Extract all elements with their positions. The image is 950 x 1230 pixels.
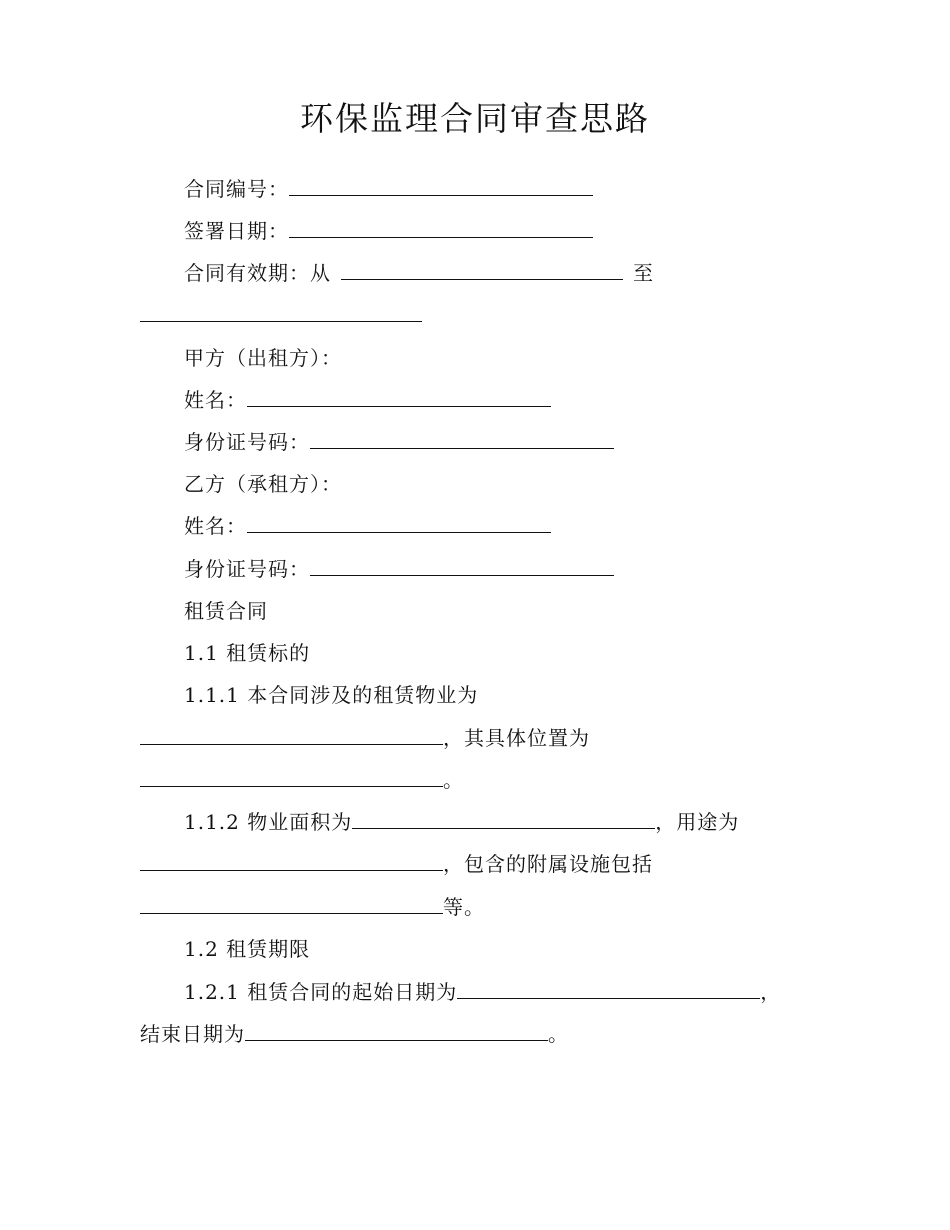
end-date-line (140, 1020, 569, 1048)
party-b-name-line (184, 512, 551, 540)
contract-number-line (184, 175, 593, 203)
party-b-id-line (184, 555, 614, 583)
start-date-blank[interactable] (457, 978, 760, 999)
party-a-id-label: 身份证号码： (184, 430, 310, 454)
contract-number-label: 合同编号： (184, 177, 289, 201)
start-date-comma: ， (760, 980, 782, 1004)
party-b-name-label: 姓名： (184, 514, 247, 538)
validity-to-label: 至 (633, 261, 654, 285)
location-blank-line (140, 766, 464, 794)
validity-line (184, 259, 654, 287)
validity-end-blank[interactable] (140, 301, 422, 322)
party-b-id-blank[interactable] (310, 555, 614, 576)
property-location-line (140, 724, 590, 752)
location-label: ，其具体位置为 (443, 726, 590, 750)
party-a-id-blank[interactable] (310, 428, 614, 449)
party-a-heading: 甲方（出租方）： (184, 346, 342, 370)
sign-date-label: 签署日期： (184, 219, 289, 243)
area-label: 1.1.2 物业面积为 (184, 810, 353, 834)
location-blank[interactable] (140, 766, 443, 787)
end-date-label: 结束日期为 (140, 1022, 245, 1046)
party-b-id-label: 身份证号码： (184, 557, 310, 581)
sign-date-blank[interactable] (289, 217, 593, 238)
section-1-1-heading: 1.1 租赁标的 (184, 641, 311, 665)
facilities-label: ，包含的附属设施包括 (443, 852, 653, 876)
section-1-2-1-line (184, 978, 781, 1006)
area-blank[interactable] (352, 808, 655, 829)
end-date-period: 。 (548, 1022, 569, 1046)
document-title: 环保监理合同审查思路 (300, 99, 650, 138)
lease-heading: 租赁合同 (184, 599, 268, 623)
facilities-etc: 等。 (443, 895, 485, 919)
end-date-blank[interactable] (245, 1020, 548, 1041)
party-a-name-line (184, 386, 551, 414)
location-period: 。 (443, 768, 464, 792)
property-blank[interactable] (140, 724, 443, 745)
section-1-2-heading: 1.2 租赁期限 (184, 937, 311, 961)
usage-blank-line (140, 850, 653, 878)
section-1-1-2-line (184, 808, 739, 836)
usage-label: ，用途为 (655, 810, 740, 834)
party-a-name-label: 姓名： (184, 388, 247, 412)
validity-label: 合同有效期：从 (184, 261, 331, 285)
party-b-name-blank[interactable] (247, 512, 551, 533)
party-a-name-blank[interactable] (247, 386, 551, 407)
party-a-id-line (184, 428, 614, 456)
sign-date-line (184, 217, 593, 245)
validity-end-line (140, 301, 422, 329)
facilities-blank[interactable] (140, 893, 443, 914)
section-1-1-1-line: 1.1.1 本合同涉及的租赁物业为 (184, 683, 479, 707)
contract-number-blank[interactable] (289, 175, 593, 196)
start-date-label: 1.2.1 租赁合同的起始日期为 (184, 980, 458, 1004)
validity-start-blank[interactable] (341, 259, 623, 280)
usage-blank[interactable] (140, 850, 443, 871)
party-b-heading: 乙方（承租方）： (184, 472, 342, 496)
facilities-blank-line (140, 893, 485, 921)
